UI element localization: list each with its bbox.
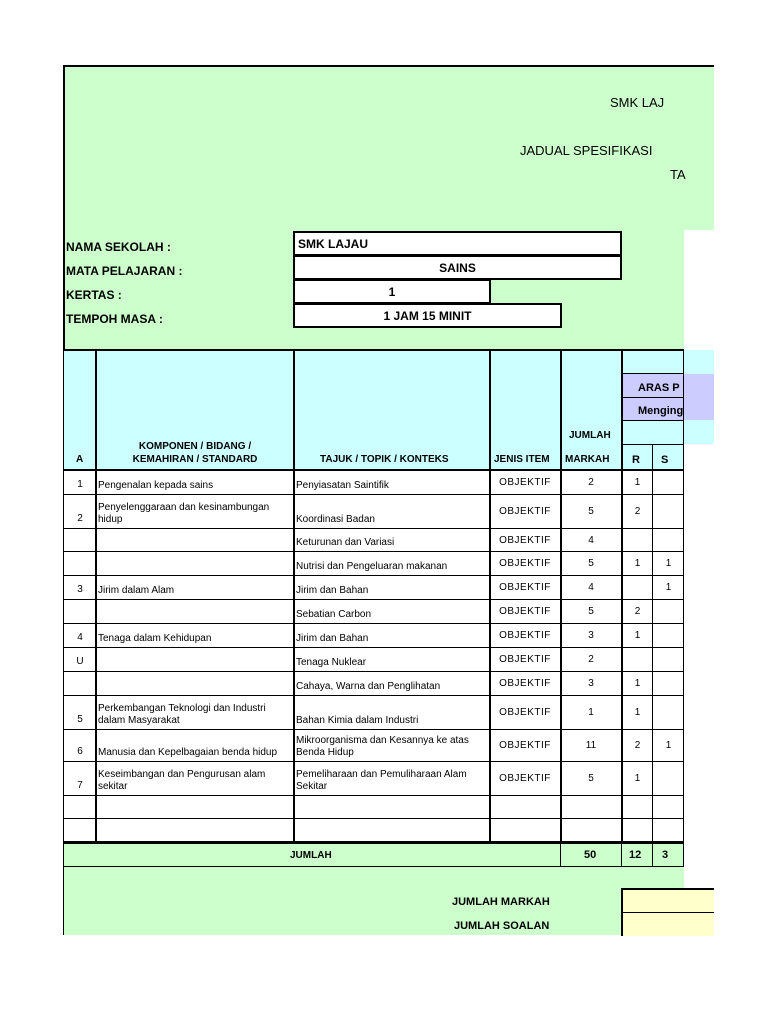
- cell-a: [64, 819, 96, 842]
- cell-a: 4: [77, 632, 83, 643]
- cell-s: [653, 648, 684, 672]
- cell-komponen: [96, 819, 294, 842]
- cell-markah: 3: [588, 678, 594, 689]
- cell-tajuk: Penyiasatan Saintifik: [296, 480, 389, 491]
- cell-komponen: [96, 796, 294, 819]
- cell-komponen: Keseimbangan dan Pengurusan alam sekitar: [98, 769, 266, 792]
- cell-komponen: [96, 648, 294, 672]
- cell-a: 1: [77, 479, 83, 490]
- duration-label: TEMPOH MASA :: [66, 312, 163, 326]
- subject-value-field: [293, 255, 622, 280]
- menging-cell-right: [684, 398, 714, 420]
- aras-cell-right: [684, 374, 714, 398]
- cell-markah: 11: [585, 740, 597, 751]
- cell-a: [64, 600, 96, 624]
- cell-komponen: [96, 600, 294, 624]
- header-col-r: R: [632, 454, 640, 466]
- cell-komponen: [96, 672, 294, 696]
- cell-jenis: OBJEKTIF: [499, 534, 551, 546]
- table-header-right: [684, 350, 714, 374]
- cell-komponen: Penyelenggaraan dan kesinambungan hidup: [98, 502, 270, 525]
- cell-a: [64, 796, 96, 819]
- menging-top-line: [622, 397, 684, 398]
- cell-tajuk: Keturunan dan Variasi: [296, 537, 395, 548]
- cell-jenis: OBJEKTIF: [499, 630, 551, 641]
- paper-label: KERTAS :: [66, 288, 122, 302]
- totals-r: 12: [629, 849, 642, 861]
- cell-s: [653, 672, 684, 696]
- column-divider: [489, 350, 491, 842]
- cell-jenis: OBJEKTIF: [499, 740, 551, 751]
- cell-s: 1: [665, 740, 672, 751]
- cell-markah: 3: [588, 630, 594, 641]
- cell-markah: 5: [588, 506, 594, 517]
- cell-markah: 4: [588, 534, 594, 546]
- info-band-right: [684, 230, 714, 350]
- duration-value: 1 JAM 15 MINIT: [383, 308, 472, 323]
- paper-value-field: [293, 279, 491, 304]
- cell-jenis: OBJEKTIF: [499, 477, 551, 488]
- cell-tajuk: Sebatian Carbon: [296, 609, 372, 620]
- cell-tajuk: Jirim dan Bahan: [296, 633, 369, 644]
- school-value: SMK LAJAU: [298, 236, 369, 251]
- cell-jenis: OBJEKTIF: [499, 707, 551, 718]
- cell-s: [653, 762, 684, 796]
- subject-label: MATA PELAJARAN :: [66, 264, 183, 278]
- cell-s: [653, 471, 684, 495]
- cell-markah: 5: [588, 773, 594, 784]
- sheet-top-border: [63, 65, 714, 67]
- cell-markah: 2: [588, 654, 594, 665]
- cell-komponen: Jirim dalam Alam: [98, 585, 175, 596]
- cell-tajuk: Mikroorganisma dan Kesannya ke atas Benda Hidup: [296, 735, 469, 758]
- cell-r: 1: [634, 773, 641, 784]
- cell-s: [653, 796, 684, 819]
- footer-jumlah-soalan: JUMLAH SOALAN: [454, 920, 550, 932]
- column-divider: [621, 350, 623, 842]
- cell-s: [653, 600, 684, 624]
- cell-r: 2: [634, 506, 641, 517]
- cell-s: [653, 819, 684, 842]
- cell-r: [622, 648, 653, 672]
- cell-r: [622, 529, 653, 552]
- cell-r: 1: [634, 558, 641, 569]
- cell-a: 2: [77, 513, 83, 524]
- school-title: SMK LAJ: [610, 95, 665, 110]
- header-col-jumlah: JUMLAH: [569, 430, 611, 441]
- cell-tajuk: Tenaga Nuklear: [296, 657, 367, 668]
- cell-komponen: Perkembangan Teknologi dan Industri dalam Masyarakat: [98, 703, 266, 726]
- header-col-jenis: JENIS ITEM: [494, 454, 550, 465]
- totals-label: JUMLAH: [290, 850, 332, 861]
- aras-label: ARAS P: [638, 382, 680, 394]
- cell-tajuk: Pemeliharaan dan Pemuliharaan Alam Sekitar: [296, 769, 467, 792]
- cell-tajuk: [294, 819, 490, 842]
- cell-r: 2: [634, 740, 641, 751]
- cell-markah: [560, 819, 622, 842]
- cell-tajuk: Koordinasi Badan: [296, 514, 375, 525]
- cell-s: 1: [665, 558, 672, 569]
- cell-tajuk: Nutrisi dan Pengeluaran makanan: [296, 561, 448, 572]
- cell-markah: 2: [588, 477, 594, 488]
- cell-r: 1: [634, 707, 641, 718]
- aras-top-line: [622, 373, 684, 374]
- column-divider: [95, 350, 97, 842]
- cell-a: [64, 672, 96, 696]
- cell-tajuk: Bahan Kimia dalam Industri: [296, 715, 419, 726]
- totals-div-3: [652, 843, 653, 867]
- year-fragment: TA: [670, 167, 686, 182]
- cell-a: [64, 552, 96, 576]
- cell-s: [653, 624, 684, 648]
- rs-top-line: [622, 444, 684, 445]
- cell-komponen: Pengenalan kepada sains: [98, 480, 214, 491]
- cell-markah: [560, 796, 622, 819]
- column-divider: [560, 350, 562, 842]
- header-col-s: S: [661, 454, 669, 466]
- menging-label: Menging: [638, 405, 684, 417]
- totals-s: 3: [662, 849, 669, 861]
- subject-value: SAINS: [439, 260, 476, 275]
- cell-jenis: OBJEKTIF: [499, 678, 551, 689]
- cell-s: [653, 696, 684, 730]
- column-divider: [293, 350, 295, 842]
- school-label: NAMA SEKOLAH :: [66, 240, 171, 254]
- column-divider: [683, 350, 684, 842]
- header-col-markah: MARKAH: [565, 454, 610, 465]
- cell-komponen: [96, 529, 294, 552]
- school-value-field: [293, 231, 622, 256]
- cell-tajuk: Jirim dan Bahan: [296, 585, 369, 596]
- cell-r: [622, 796, 653, 819]
- cell-jenis: OBJEKTIF: [499, 506, 551, 517]
- footer-jumlah-markah: JUMLAH MARKAH: [452, 896, 550, 908]
- cell-r: 1: [634, 630, 641, 641]
- cell-komponen: [96, 552, 294, 576]
- cell-komponen: Tenaga dalam Kehidupan: [98, 633, 212, 644]
- cell-tajuk: [294, 796, 490, 819]
- duration-value-field: [293, 303, 562, 328]
- cell-markah: 5: [588, 558, 594, 569]
- header-col-a: A: [76, 454, 84, 465]
- cell-s: 1: [665, 582, 672, 593]
- cell-komponen: Manusia dan Kepelbagaian benda hidup: [98, 747, 278, 758]
- totals-markah: 50: [584, 849, 597, 861]
- totals-div-1: [560, 843, 561, 867]
- cell-r: 1: [634, 477, 641, 488]
- totals-div-2: [621, 843, 622, 867]
- footer-band: [64, 867, 684, 935]
- column-divider: [652, 444, 653, 842]
- cell-jenis: OBJEKTIF: [499, 582, 551, 593]
- cell-a: 5: [77, 714, 83, 725]
- totals-div-4: [683, 843, 684, 867]
- cell-jenis: [490, 796, 560, 819]
- footer-soalan-box: [621, 912, 714, 936]
- paper-value: 1: [388, 284, 396, 299]
- header-col-komponen: KOMPONEN / BIDANG / KEMAHIRAN / STANDARD: [132, 441, 258, 465]
- cell-a: [64, 529, 96, 552]
- footer-markah-box: [621, 888, 714, 912]
- cell-s: [653, 495, 684, 529]
- cell-a: 6: [77, 746, 83, 757]
- cell-r: [622, 819, 653, 842]
- cell-jenis: OBJEKTIF: [499, 558, 551, 569]
- header-col-tajuk: TAJUK / TOPIK / KONTEKS: [320, 454, 449, 465]
- cell-markah: 1: [588, 707, 594, 718]
- cell-r: 2: [634, 606, 641, 617]
- cell-r: 1: [634, 678, 641, 689]
- spec-title: JADUAL SPESIFIKASI: [520, 143, 653, 158]
- cell-markah: 5: [588, 606, 594, 617]
- cell-r: [622, 576, 653, 600]
- cell-markah: 4: [588, 582, 594, 593]
- cell-a: U: [76, 656, 84, 667]
- cell-jenis: OBJEKTIF: [499, 606, 551, 617]
- cell-jenis: OBJEKTIF: [499, 773, 551, 784]
- cell-tajuk: Cahaya, Warna dan Penglihatan: [296, 681, 441, 692]
- totals-top-line: [64, 842, 684, 844]
- menging-bottom-line: [622, 420, 684, 421]
- header-top-line: [64, 349, 684, 351]
- cell-a: 7: [77, 780, 83, 791]
- cell-jenis: OBJEKTIF: [499, 654, 551, 665]
- header-right-lower: [684, 420, 714, 444]
- cell-a: 3: [77, 584, 83, 595]
- cell-jenis: [490, 819, 560, 842]
- cell-s: [653, 529, 684, 552]
